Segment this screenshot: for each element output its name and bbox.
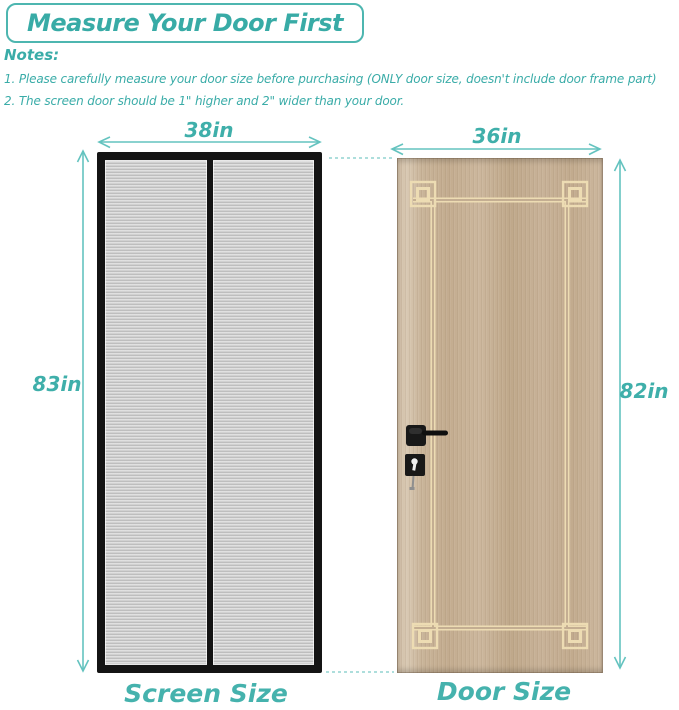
door-key-icon [410, 476, 415, 490]
screen-height-label: 83in [32, 372, 82, 396]
page-title: Measure Your Door First [26, 9, 344, 37]
door-inlay-and-handle [397, 158, 603, 673]
inlay-corner-squares [411, 182, 587, 648]
door-lock-icon [405, 454, 425, 476]
mesh-panel-left [105, 160, 207, 665]
title-box [6, 3, 364, 43]
door-inlay-frame [413, 200, 587, 628]
door-width-label: 36in [472, 124, 522, 148]
wood-door-illustration [397, 158, 603, 673]
mesh-panel-right [213, 160, 315, 665]
screen-width-label: 38in [184, 118, 234, 142]
screen-door-illustration [97, 152, 322, 673]
door-caption: Door Size [436, 677, 572, 706]
door-height-arrow [615, 160, 626, 668]
note-line-1: 1. Please carefully measure your door size before purchasing (ONLY door size, doesn't include door frame part) [4, 72, 657, 86]
notes-section [4, 46, 679, 112]
notes-heading: Notes: [4, 46, 60, 64]
screen-height-arrow [78, 151, 89, 671]
door-handle-icon [406, 425, 448, 446]
screen-caption: Screen Size [124, 679, 288, 708]
note-line-2: 2. The screen door should be 1" higher and 2" wider than your door. [4, 94, 405, 108]
door-height-label: 82in [619, 379, 669, 403]
